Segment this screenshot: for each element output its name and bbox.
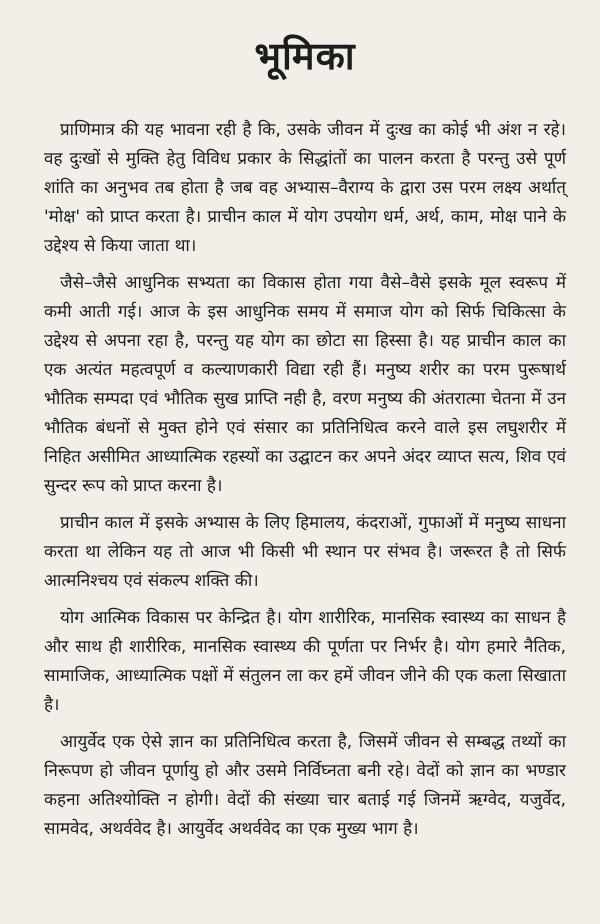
paragraph-4: योग आत्मिक विकास पर केन्द्रित है। योग शारीरिक, मानसिक स्वास्थ्य का साधन है और साथ ही शारीरिक, मानसिक स्वास्थ्य की पूर्णता पर निर्भर है। योग हमारे नैतिक, सामाजिक, आध्यात्मिक पक्षों में संतुलन ला कर हमें जीवन जीने की एक कला सिखाता है।	[44, 608, 566, 715]
paragraph-1: प्राणिमात्र की यह भावना रही है कि, उसके जीवन में दुःख का कोई भी अंश न रहे। वह दुःखों से मुक्ति हेतु विविध प्रकार के सिद्धांतों का पालन करता है परन्तु उसे पूर्ण शांति का अनुभव तब होता है जब वह अभ्यास–वैराग्य के द्वारा उस परम लक्ष्य अर्थात् 'मोक्ष' को प्राप्त करता है। प्राचीन काल में योग उपयोग धर्म, अर्थ, काम, मोक्ष पाने के उद्देश्य से किया जाता था।	[44, 120, 566, 256]
paragraph-3: प्राचीन काल में इसके अभ्यास के लिए हिमालय, कंदराओं, गुफाओं में मनुष्य साधना करता था लेकिन यह तो आज भी किसी भी स्थान पर संभव है। जरूरत है तो सिर्फ आत्मनिश्चय एवं संकल्प शक्ति की।	[44, 513, 566, 591]
paragraph-5: आयुर्वेद एक ऐसे ज्ञान का प्रतिनिधित्व करता है, जिसमें जीवन से सम्बद्ध तथ्यों का निरूपण हो जीवन पूर्णायु हो और उसमे निर्विघ्नता बनी रहे। वेदों को ज्ञान का भण्डार कहना अतिश्योक्ति न होगी। वेदों की संख्या चार बताई गई जिनमें ऋग्वेद, यजुर्वेद, सामवेद, अथर्ववेद है। आयुर्वेद अथर्ववेद का एक मुख्य भाग है।	[44, 732, 566, 839]
page-title: भूमिका	[254, 34, 356, 78]
paragraph-2: जैसे–जैसे आधुनिक सभ्यता का विकास होता गया वैसे–वैसे इसके मूल स्वरूप में कमी आती गई। आज के इस आधुनिक समय में समाज योग को सिर्फ चिकित्सा के उद्देश्य से अपना रहा है, परन्तु यह योग का छोटा सा हिस्सा है। यह प्राचीन काल का एक अत्यंत महत्वपूर्ण व कल्याणकारी विद्या रही हैं। मनुष्य शरीर का परम पुरूषार्थ भौतिक सम्पदा एवं भौतिक सुख प्राप्ति नही है, वरण मनुष्य की अंतरात्मा चेतना में उन भौतिक बंधनों से मुक्त होने एवं संसार का प्रतिनिधित्व करने वाले इस लघुशरीर में निहित असीमित आध्यात्मिक रहस्यों का उद्घाटन कर अपने अंदर व्याप्त सत्य, शिव एवं सुन्दर रूप को प्राप्त करना है।	[44, 273, 566, 496]
